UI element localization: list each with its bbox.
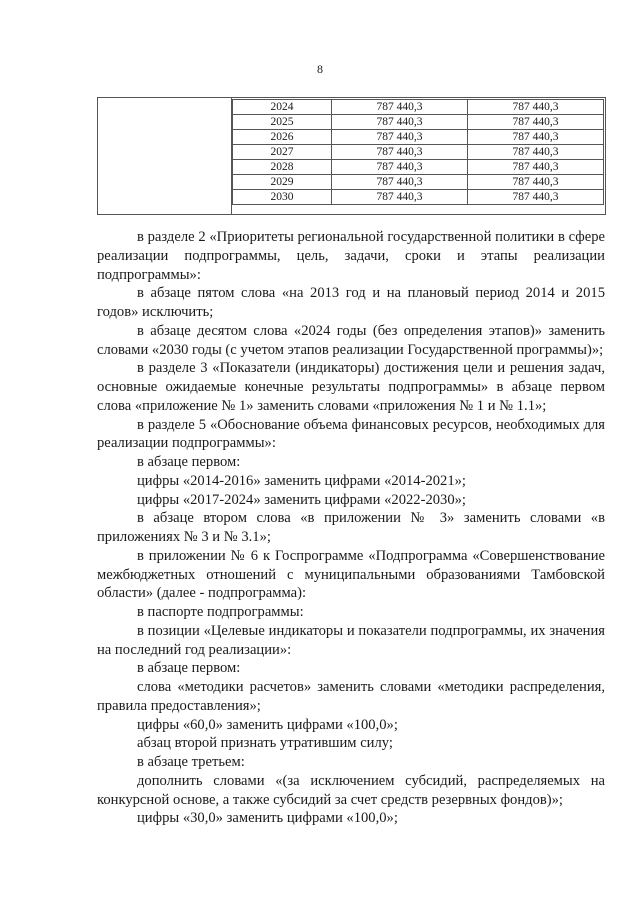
value-cell: 787 440,3 [468, 100, 604, 115]
paragraph: в абзаце первом: [137, 660, 241, 677]
value-cell: 787 440,3 [468, 130, 604, 145]
value-cell: 787 440,3 [468, 175, 604, 190]
value-cell: 787 440,3 [468, 160, 604, 175]
years-table [232, 99, 604, 205]
funding-table [97, 97, 606, 215]
paragraph: дополнить словами «(за исключением субсидий, распределяемых на конкурсной основе, а также субсидий за счет средств резервных фондов)»; [97, 772, 605, 808]
paragraph: цифры «30,0» заменить цифрами «100,0»; [137, 810, 398, 827]
year-cell: 2026 [233, 130, 332, 145]
paragraph: абзац второй признать утратившим силу; [137, 735, 393, 752]
paragraph: в абзаце первом: [137, 454, 241, 470]
paragraph: в разделе 5 «Обоснование объема финансовых ресурсов, необходимых для реализации подпрограммы»: [97, 416, 605, 452]
table-row [233, 160, 604, 175]
paragraph: цифры «2017-2024» заменить цифрами «2022-2030»; [137, 491, 466, 508]
table-row [233, 145, 604, 160]
document-body [97, 228, 605, 828]
paragraph: в разделе 3 «Показатели (индикаторы) достижения цели и решения задач, основные ожидаемые конечные результаты подпрограммы» в абзаце первом слова «приложение № 1» заменить словами «приложения № 1 и № 1.1»; [97, 360, 605, 414]
page-number: 8 [317, 62, 323, 76]
value-cell: 787 440,3 [332, 160, 468, 175]
year-cell: 2025 [233, 115, 332, 130]
table-row [233, 175, 604, 190]
paragraph: в паспорте подпрограммы: [137, 604, 304, 620]
value-cell: 787 440,3 [468, 190, 604, 205]
value-cell: 787 440,3 [332, 145, 468, 160]
year-cell: 2028 [233, 160, 332, 175]
value-cell: 787 440,3 [468, 115, 604, 130]
value-cell: 787 440,3 [332, 115, 468, 130]
value-cell: 787 440,3 [332, 175, 468, 190]
paragraph: цифры «2014-2016» заменить цифрами «2014-2021»; [137, 472, 466, 489]
paragraph: в абзаце третьем: [137, 754, 245, 770]
paragraph: в приложении № 6 к Госпрограмме «Подпрограмма «Совершенствование межбюджетных отношений с муниципальными образованиями Тамбовской области» (далее - подпрограмма): [97, 547, 605, 602]
table-left-column [98, 98, 232, 214]
paragraph: в позиции «Целевые индикаторы и показатели подпрограммы, их значения на последний год реализации»: [97, 622, 605, 658]
year-cell: 2024 [233, 100, 332, 115]
table-row [233, 100, 604, 115]
paragraph: в абзаце пятом слова «на 2013 год и на плановый период 2014 и 2015 годов» исключить; [97, 285, 605, 320]
paragraph: в разделе 2 «Приоритеты региональной государственной политики в сфере реализации подпрограммы, цель, задачи, сроки и этапы реализации подпрограммы»: [97, 229, 605, 283]
value-cell: 787 440,3 [468, 145, 604, 160]
paragraph: в абзаце десятом слова «2024 годы (без определения этапов)» заменить словами «2030 годы (с учетом этапов реализации Государственной программы)»; [97, 322, 605, 358]
year-cell: 2027 [233, 145, 332, 160]
table-row [233, 190, 604, 205]
value-cell: 787 440,3 [332, 190, 468, 205]
table-row [233, 115, 604, 130]
paragraph: слова «методики расчетов» заменить словами «методики распределения, правила предоставления»; [97, 679, 605, 714]
table-row [233, 130, 604, 145]
paragraph: цифры «60,0» заменить цифрами «100,0»; [137, 716, 398, 733]
value-cell: 787 440,3 [332, 130, 468, 145]
paragraph: в абзаце втором слова «в приложении № 3» заменить словами «в приложениях № 3 и № 3.1»; [97, 510, 605, 545]
year-cell: 2030 [233, 190, 332, 205]
value-cell: 787 440,3 [332, 100, 468, 115]
year-cell: 2029 [233, 175, 332, 190]
